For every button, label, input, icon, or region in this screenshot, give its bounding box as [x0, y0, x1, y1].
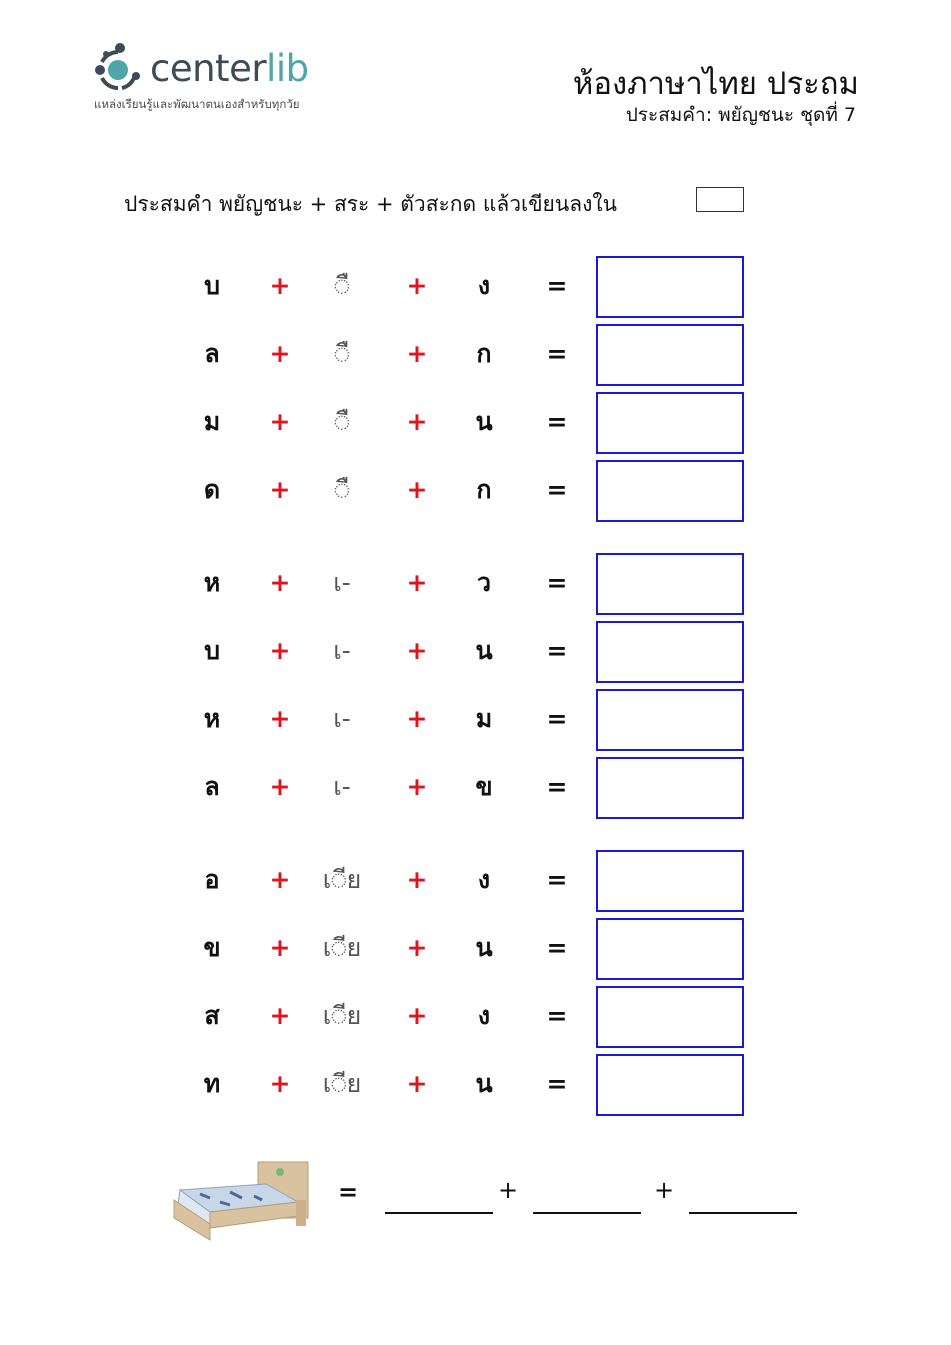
row-consonant: ล	[204, 772, 220, 801]
row-plus-1: +	[269, 1001, 291, 1030]
network-icon	[92, 40, 152, 96]
centerlib-logo	[92, 40, 352, 120]
row-plus-2: +	[406, 704, 428, 733]
answer-box[interactable]	[596, 986, 744, 1048]
bottom-plus-1: +	[498, 1176, 519, 1204]
row-vowel: เ-	[333, 568, 351, 597]
row-vowel: ◌ื	[334, 339, 350, 368]
row-plus-2: +	[406, 772, 428, 801]
row-vowel: ◌ื	[334, 475, 350, 504]
row-consonant: ส	[204, 1001, 220, 1030]
row-vowel: เ◌ีย	[322, 865, 362, 894]
row-equals: =	[546, 865, 568, 894]
row-final-consonant: ว	[476, 568, 492, 597]
row-plus-1: +	[269, 865, 291, 894]
exercise-row	[0, 689, 951, 751]
row-vowel: เ◌ีย	[322, 1001, 362, 1030]
answer-box[interactable]	[596, 918, 744, 980]
row-vowel: เ-	[333, 636, 351, 665]
row-equals: =	[546, 407, 568, 436]
row-equals: =	[546, 475, 568, 504]
row-vowel: เ-	[333, 704, 351, 733]
row-consonant: ด	[203, 475, 221, 504]
row-vowel: เ◌ีย	[322, 1069, 362, 1098]
row-consonant: ท	[203, 1069, 221, 1098]
answer-box[interactable]	[596, 689, 744, 751]
row-plus-2: +	[406, 407, 428, 436]
row-plus-1: +	[269, 636, 291, 665]
logo-tagline: แหล่งเรียนรู้และพัฒนาตนเองสำหรับทุกวัย	[94, 97, 300, 111]
row-plus-1: +	[269, 1069, 291, 1098]
instruction-box-sample	[696, 187, 744, 212]
page-title: ห้องภาษาไทย ประถม	[572, 66, 859, 102]
row-plus-1: +	[269, 704, 291, 733]
exercise-row	[0, 324, 951, 386]
row-plus-1: +	[269, 568, 291, 597]
row-consonant: ม	[203, 407, 221, 436]
exercise-row	[0, 918, 951, 980]
row-plus-1: +	[269, 339, 291, 368]
row-plus-2: +	[406, 568, 428, 597]
row-equals: =	[546, 704, 568, 733]
exercise-row	[0, 553, 951, 615]
exercise-row	[0, 392, 951, 454]
row-plus-2: +	[406, 636, 428, 665]
row-final-consonant: ง	[477, 865, 491, 894]
row-equals: =	[546, 568, 568, 597]
row-plus-2: +	[406, 475, 428, 504]
row-consonant: ล	[204, 339, 220, 368]
row-final-consonant: ก	[476, 339, 492, 368]
row-plus-2: +	[406, 271, 428, 300]
row-final-consonant: ข	[475, 772, 493, 801]
row-plus-2: +	[406, 1001, 428, 1030]
row-plus-2: +	[406, 933, 428, 962]
answer-box[interactable]	[596, 553, 744, 615]
row-final-consonant: น	[475, 1069, 493, 1098]
exercise-row	[0, 1054, 951, 1116]
blank-line-1[interactable]	[385, 1212, 493, 1214]
row-final-consonant: ง	[477, 1001, 491, 1030]
row-final-consonant: ม	[475, 704, 493, 733]
row-equals: =	[546, 772, 568, 801]
answer-box[interactable]	[596, 256, 744, 318]
row-equals: =	[546, 933, 568, 962]
answer-box[interactable]	[596, 324, 744, 386]
row-final-consonant: น	[475, 636, 493, 665]
row-final-consonant: ก	[476, 475, 492, 504]
answer-box[interactable]	[596, 757, 744, 819]
row-consonant: ข	[203, 933, 221, 962]
exercise-row	[0, 460, 951, 522]
row-consonant: ห	[203, 704, 221, 733]
row-vowel: ◌ื	[334, 271, 350, 300]
page-subtitle: ประสมคำ: พยัญชนะ ชุดที่ 7	[625, 104, 856, 126]
answer-box[interactable]	[596, 1054, 744, 1116]
row-vowel: เ-	[333, 772, 351, 801]
exercise-row	[0, 986, 951, 1048]
bottom-equals: =	[338, 1178, 359, 1206]
blank-line-2[interactable]	[533, 1212, 641, 1214]
exercise-row	[0, 256, 951, 318]
exercise-row	[0, 621, 951, 683]
row-consonant: บ	[204, 636, 220, 665]
row-plus-2: +	[406, 1069, 428, 1098]
row-plus-2: +	[406, 865, 428, 894]
logo-wordmark: centerlib	[150, 47, 309, 90]
exercise-row	[0, 757, 951, 819]
row-final-consonant: น	[475, 407, 493, 436]
row-final-consonant: ง	[477, 271, 491, 300]
answer-box[interactable]	[596, 460, 744, 522]
row-vowel: ◌ื	[334, 407, 350, 436]
bottom-plus-2: +	[654, 1176, 675, 1204]
row-equals: =	[546, 1001, 568, 1030]
answer-box[interactable]	[596, 850, 744, 912]
bed-icon	[170, 1160, 312, 1242]
row-equals: =	[546, 636, 568, 665]
row-plus-1: +	[269, 407, 291, 436]
row-equals: =	[546, 339, 568, 368]
row-consonant: บ	[204, 271, 220, 300]
row-plus-1: +	[269, 772, 291, 801]
answer-box[interactable]	[596, 392, 744, 454]
instruction-text: ประสมคำ พยัญชนะ + สระ + ตัวสะกด แล้วเขียนลงใน	[124, 192, 617, 216]
row-equals: =	[546, 271, 568, 300]
row-final-consonant: น	[475, 933, 493, 962]
row-plus-1: +	[269, 475, 291, 504]
row-equals: =	[546, 1069, 568, 1098]
row-consonant: ห	[203, 568, 221, 597]
row-vowel: เ◌ีย	[322, 933, 362, 962]
blank-line-3[interactable]	[689, 1212, 797, 1214]
answer-box[interactable]	[596, 621, 744, 683]
exercise-row	[0, 850, 951, 912]
row-plus-2: +	[406, 339, 428, 368]
row-consonant: อ	[204, 865, 220, 894]
row-plus-1: +	[269, 933, 291, 962]
row-plus-1: +	[269, 271, 291, 300]
